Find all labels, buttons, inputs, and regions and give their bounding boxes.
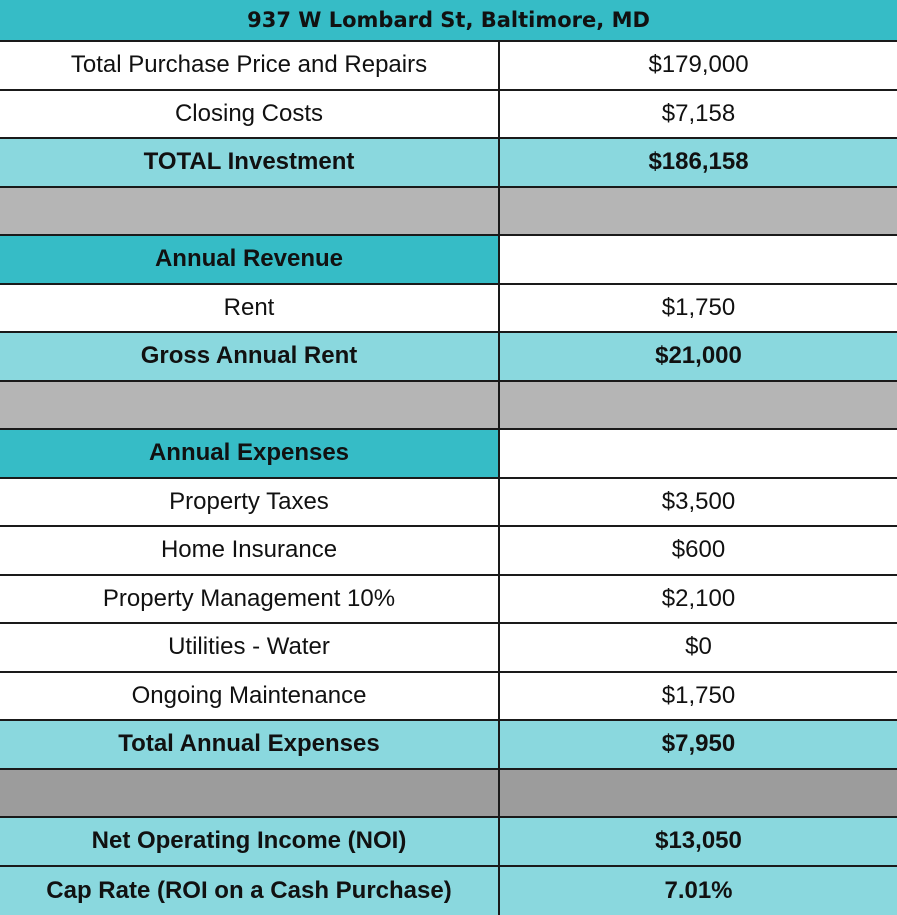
row-label bbox=[0, 770, 500, 817]
spacer-row bbox=[0, 770, 897, 819]
row-value bbox=[500, 382, 897, 429]
row-label: Annual Revenue bbox=[0, 236, 500, 283]
row-label: Closing Costs bbox=[0, 91, 500, 138]
table-row-home-insurance bbox=[0, 527, 897, 576]
row-value bbox=[500, 770, 897, 817]
row-value: $600 bbox=[500, 527, 897, 574]
row-value: 7.01% bbox=[500, 867, 897, 915]
total-row-total-investment bbox=[0, 139, 897, 188]
section-header-row-annual-expenses bbox=[0, 430, 897, 479]
row-value bbox=[500, 430, 897, 477]
row-label: Property Management 10% bbox=[0, 576, 500, 623]
table-row-property-taxes bbox=[0, 479, 897, 528]
row-label: Total Purchase Price and Repairs bbox=[0, 42, 500, 89]
table-body bbox=[0, 42, 897, 915]
row-value bbox=[500, 188, 897, 235]
table-row-utilities-water bbox=[0, 624, 897, 673]
row-value: $21,000 bbox=[500, 333, 897, 380]
row-label: Net Operating Income (NOI) bbox=[0, 818, 500, 865]
table-row-rent bbox=[0, 285, 897, 334]
row-label: Utilities - Water bbox=[0, 624, 500, 671]
total-row-net-operating-income-noi bbox=[0, 818, 897, 867]
row-value: $2,100 bbox=[500, 576, 897, 623]
spacer-row bbox=[0, 188, 897, 237]
row-value: $1,750 bbox=[500, 285, 897, 332]
row-label: Rent bbox=[0, 285, 500, 332]
table-row-property-management-10 bbox=[0, 576, 897, 625]
row-value: $3,500 bbox=[500, 479, 897, 526]
row-label: Home Insurance bbox=[0, 527, 500, 574]
row-value: $7,950 bbox=[500, 721, 897, 768]
row-label: TOTAL Investment bbox=[0, 139, 500, 186]
table-row-closing-costs bbox=[0, 91, 897, 140]
row-value: $13,050 bbox=[500, 818, 897, 865]
row-label: Gross Annual Rent bbox=[0, 333, 500, 380]
row-label: Property Taxes bbox=[0, 479, 500, 526]
row-value: $186,158 bbox=[500, 139, 897, 186]
row-value: $1,750 bbox=[500, 673, 897, 720]
row-label: Ongoing Maintenance bbox=[0, 673, 500, 720]
row-label bbox=[0, 382, 500, 429]
total-row-cap-rate-roi-on-a-cash-purchase bbox=[0, 867, 897, 915]
row-label bbox=[0, 188, 500, 235]
row-label: Annual Expenses bbox=[0, 430, 500, 477]
section-header-row-annual-revenue bbox=[0, 236, 897, 285]
spacer-row bbox=[0, 382, 897, 431]
row-value: $0 bbox=[500, 624, 897, 671]
total-row-total-annual-expenses bbox=[0, 721, 897, 770]
row-label: Total Annual Expenses bbox=[0, 721, 500, 768]
row-value bbox=[500, 236, 897, 283]
total-row-gross-annual-rent bbox=[0, 333, 897, 382]
table-row-total-purchase-price-and-repairs bbox=[0, 42, 897, 91]
property-address-title: 937 W Lombard St, Baltimore, MD bbox=[0, 0, 897, 42]
table-row-ongoing-maintenance bbox=[0, 673, 897, 722]
row-label: Cap Rate (ROI on a Cash Purchase) bbox=[0, 867, 500, 915]
row-value: $7,158 bbox=[500, 91, 897, 138]
row-value: $179,000 bbox=[500, 42, 897, 89]
